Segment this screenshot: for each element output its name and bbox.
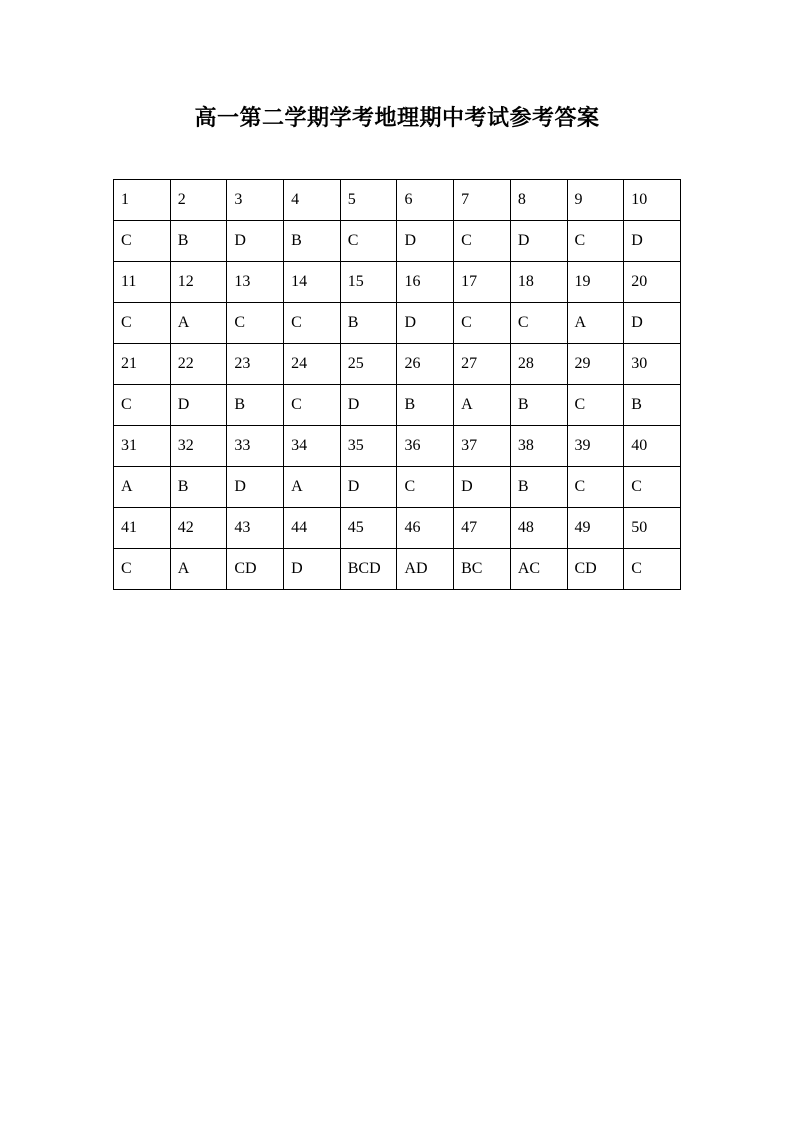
answer-cell: C xyxy=(567,467,624,508)
answer-cell: D xyxy=(340,467,397,508)
question-number-cell: 33 xyxy=(227,426,284,467)
answer-cell: A xyxy=(567,303,624,344)
answer-row xyxy=(114,467,681,508)
question-number-cell: 15 xyxy=(340,262,397,303)
question-number-cell: 24 xyxy=(284,344,341,385)
question-number-row xyxy=(114,180,681,221)
answer-cell: C xyxy=(454,221,511,262)
question-number-cell: 7 xyxy=(454,180,511,221)
question-number-cell: 32 xyxy=(170,426,227,467)
question-number-cell: 38 xyxy=(510,426,567,467)
answer-cell: B xyxy=(510,385,567,426)
answer-cell: C xyxy=(284,385,341,426)
question-number-cell: 29 xyxy=(567,344,624,385)
question-number-cell: 47 xyxy=(454,508,511,549)
question-number-cell: 35 xyxy=(340,426,397,467)
question-number-cell: 19 xyxy=(567,262,624,303)
question-number-cell: 9 xyxy=(567,180,624,221)
question-number-cell: 34 xyxy=(284,426,341,467)
answer-cell: C xyxy=(624,467,681,508)
answer-cell: CD xyxy=(227,549,284,590)
question-number-cell: 3 xyxy=(227,180,284,221)
answer-cell: D xyxy=(624,221,681,262)
answer-cell: B xyxy=(397,385,454,426)
answer-cell: A xyxy=(170,303,227,344)
answer-cell: BC xyxy=(454,549,511,590)
question-number-cell: 42 xyxy=(170,508,227,549)
question-number-cell: 12 xyxy=(170,262,227,303)
question-number-cell: 39 xyxy=(567,426,624,467)
question-number-cell: 48 xyxy=(510,508,567,549)
question-number-cell: 10 xyxy=(624,180,681,221)
answer-cell: D xyxy=(340,385,397,426)
answer-cell: B xyxy=(624,385,681,426)
question-number-cell: 4 xyxy=(284,180,341,221)
question-number-cell: 26 xyxy=(397,344,454,385)
answer-cell: D xyxy=(454,467,511,508)
question-number-cell: 31 xyxy=(114,426,171,467)
answer-cell: C xyxy=(340,221,397,262)
answer-table xyxy=(113,179,681,590)
answer-cell: A xyxy=(284,467,341,508)
answer-cell: D xyxy=(227,221,284,262)
question-number-cell: 17 xyxy=(454,262,511,303)
answer-cell: C xyxy=(624,549,681,590)
question-number-cell: 46 xyxy=(397,508,454,549)
answer-cell: C xyxy=(227,303,284,344)
answer-cell: D xyxy=(397,221,454,262)
question-number-cell: 23 xyxy=(227,344,284,385)
answer-cell: B xyxy=(227,385,284,426)
answer-cell: D xyxy=(397,303,454,344)
question-number-cell: 43 xyxy=(227,508,284,549)
question-number-cell: 1 xyxy=(114,180,171,221)
answer-row xyxy=(114,303,681,344)
answer-cell: C xyxy=(567,385,624,426)
answer-cell: C xyxy=(567,221,624,262)
question-number-cell: 30 xyxy=(624,344,681,385)
answer-cell: AC xyxy=(510,549,567,590)
question-number-cell: 25 xyxy=(340,344,397,385)
question-number-cell: 2 xyxy=(170,180,227,221)
question-number-cell: 5 xyxy=(340,180,397,221)
question-number-row xyxy=(114,426,681,467)
answer-row xyxy=(114,221,681,262)
answer-cell: C xyxy=(397,467,454,508)
question-number-cell: 45 xyxy=(340,508,397,549)
answer-cell: B xyxy=(170,467,227,508)
question-number-row xyxy=(114,262,681,303)
question-number-row xyxy=(114,508,681,549)
question-number-cell: 11 xyxy=(114,262,171,303)
question-number-cell: 8 xyxy=(510,180,567,221)
answer-cell: BCD xyxy=(340,549,397,590)
answer-cell: C xyxy=(284,303,341,344)
answer-cell: AD xyxy=(397,549,454,590)
answer-cell: A xyxy=(454,385,511,426)
page-title: 高一第二学期学考地理期中考试参考答案 xyxy=(194,105,600,131)
question-number-cell: 44 xyxy=(284,508,341,549)
question-number-cell: 40 xyxy=(624,426,681,467)
question-number-cell: 13 xyxy=(227,262,284,303)
answer-row xyxy=(114,549,681,590)
question-number-cell: 14 xyxy=(284,262,341,303)
answer-cell: C xyxy=(454,303,511,344)
question-number-cell: 50 xyxy=(624,508,681,549)
question-number-cell: 18 xyxy=(510,262,567,303)
answer-cell: B xyxy=(510,467,567,508)
answer-cell: A xyxy=(170,549,227,590)
answer-cell: CD xyxy=(567,549,624,590)
answer-cell: B xyxy=(340,303,397,344)
question-number-row xyxy=(114,344,681,385)
question-number-cell: 27 xyxy=(454,344,511,385)
question-number-cell: 41 xyxy=(114,508,171,549)
question-number-cell: 20 xyxy=(624,262,681,303)
answer-row xyxy=(114,385,681,426)
answer-cell: C xyxy=(114,385,171,426)
question-number-cell: 36 xyxy=(397,426,454,467)
answer-cell: D xyxy=(624,303,681,344)
question-number-cell: 21 xyxy=(114,344,171,385)
answer-cell: A xyxy=(114,467,171,508)
answer-cell: D xyxy=(170,385,227,426)
question-number-cell: 6 xyxy=(397,180,454,221)
answer-cell: B xyxy=(284,221,341,262)
question-number-cell: 49 xyxy=(567,508,624,549)
answer-cell: D xyxy=(510,221,567,262)
question-number-cell: 37 xyxy=(454,426,511,467)
question-number-cell: 16 xyxy=(397,262,454,303)
answer-cell: B xyxy=(170,221,227,262)
answer-cell: D xyxy=(227,467,284,508)
answer-cell: D xyxy=(284,549,341,590)
question-number-cell: 28 xyxy=(510,344,567,385)
answer-cell: C xyxy=(510,303,567,344)
answer-cell: C xyxy=(114,221,171,262)
answer-cell: C xyxy=(114,549,171,590)
answer-cell: C xyxy=(114,303,171,344)
question-number-cell: 22 xyxy=(170,344,227,385)
answer-table-body xyxy=(114,180,681,590)
